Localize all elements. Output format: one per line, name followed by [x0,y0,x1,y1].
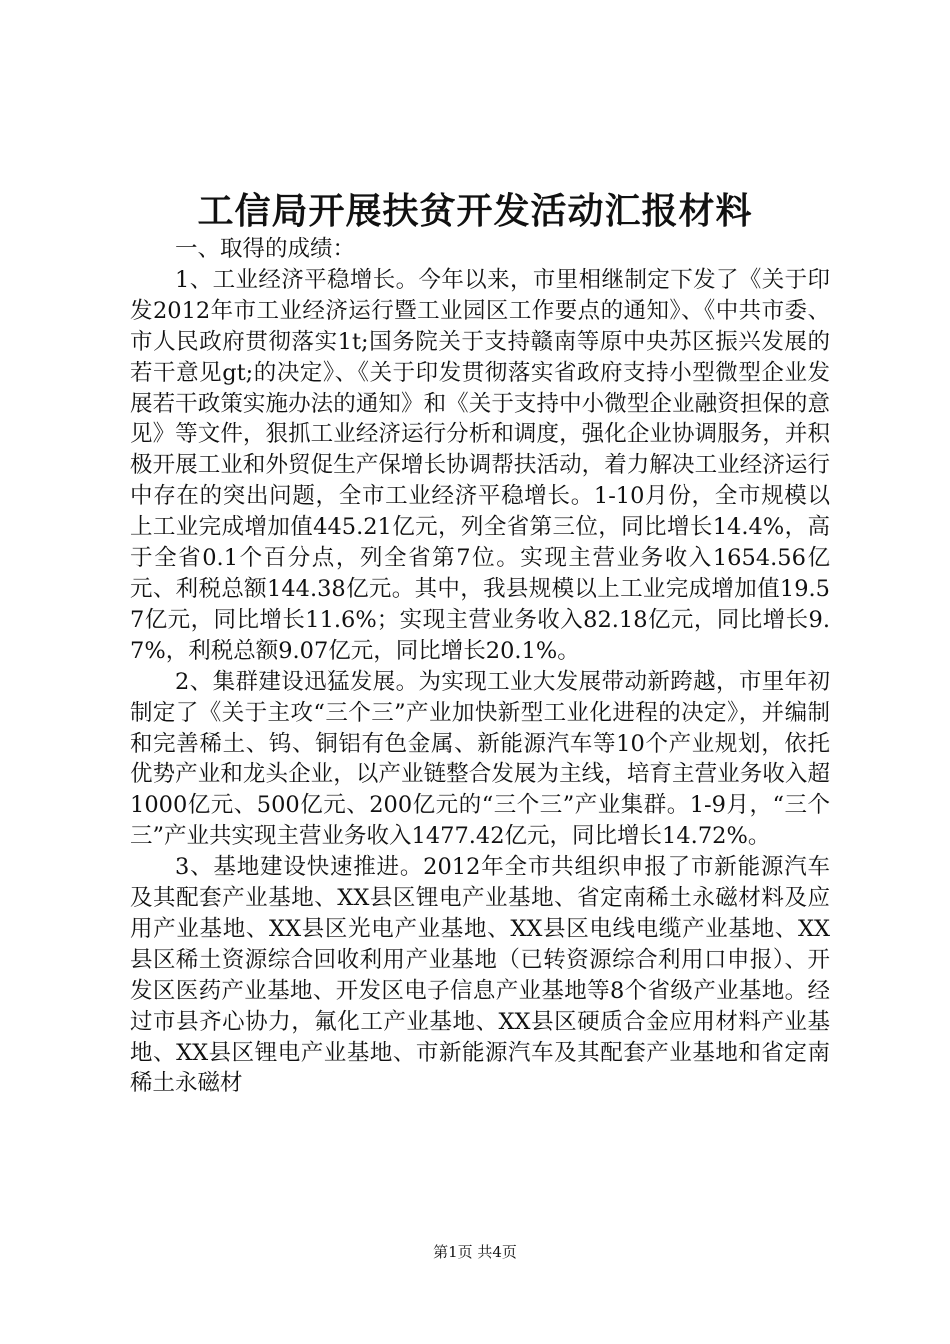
document-title: 工信局开展扶贫开发活动汇报材料 [197,190,753,232]
page-footer: 第1页 共4页 [433,1243,517,1261]
section-heading: 一、取得的成绩： [175,236,356,262]
body-paragraph-1: 1、工业经济平稳增长。今年以来，市里相继制定下发了《关于印发2012年市工业经济运行暨工业园区工作要点的通知》、《中共市委、市人民政府贯彻落实1t;国务院关于支持赣南等原中央苏区振兴发展的若干意见gt;的决定》、《关于印发贯彻落实省政府支持小型微型企业发展若干政策实施办法的通知》和《关于支持中小微型企业融资担保的意见》等文件，狠抓工业经济运行分析和调度，强化企业协调服务，并积极开展工业和外贸促生产保增长协调帮扶活动，着力解决工业经济运行中存在的突出问题，全市工业经济平稳增长。1-10月份，全市规模以上工业完成增加值445.21亿元，列全省第三位，同比增长14.4%，高于全省0.1个百分点，列全省第7位。实现主营业务收入1654.56亿元、利税总额144.38亿元。其中，我县规模以上工业完成增加值19.57亿元，同比增长11.6%；实现主营业务收入82.18亿元，同比增长9.7%，利税总额9.07亿元，同比增长20.1%。 [130,266,830,664]
document-body [130,234,830,1099]
body-paragraph-2: 2、集群建设迅猛发展。为实现工业大发展带动新跨越，市里年初制定了《关于主攻“三个三”产业加快新型工业化进程的决定》，并编制和完善稀土、钨、铜铝有色金属、新能源汽车等10个产业规划，依托优势产业和龙头企业，以产业链整合发展为主线，培育主营业务收入超1000亿元、500亿元、200亿元的“三个三”产业集群。1-9月，“三个三”产业共实现主营业务收入1477.42亿元，同比增长14.72%。 [130,668,830,850]
body-paragraph-3: 3、基地建设快速推进。2012年全市共组织申报了市新能源汽车及其配套产业基地、XX县区锂电产业基地、省定南稀土永磁材料及应用产业基地、XX县区光电产业基地、XX县区电线电缆产业基地、XX县区稀土资源综合回收利用产业基地（已转资源综合利用口申报）、开发区医药产业基地、开发区电子信息产业基地等8个省级产业基地。经过市县齐心协力，氟化工产业基地、XX县区硬质合金应用材料产业基地、XX县区锂电产业基地、市新能源汽车及其配套产业基地和省定南稀土永磁材 [130,854,830,1097]
